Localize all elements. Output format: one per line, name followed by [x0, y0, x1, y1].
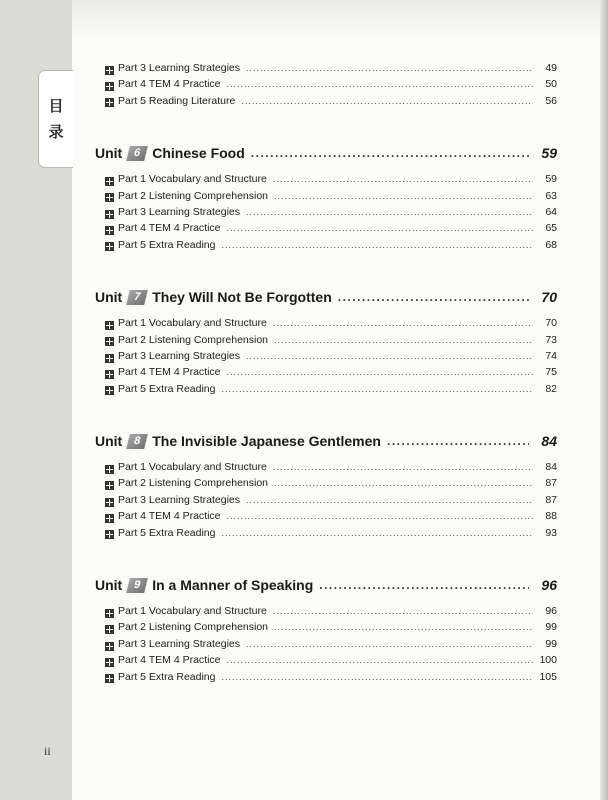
entry-page: 65 — [545, 222, 557, 235]
leader-dots — [221, 384, 533, 394]
entry-label: Part 2 Listening Comprehension — [118, 189, 269, 202]
leader-dots — [387, 434, 529, 448]
unit-word: Unit — [95, 289, 123, 306]
leader-dots — [227, 79, 533, 89]
entry-label: Part 3 Learning Strategies — [118, 349, 240, 362]
leader-dots — [221, 240, 533, 250]
unit-page: 59 — [541, 145, 557, 162]
unit-word: Unit — [95, 433, 123, 450]
toc-entry[interactable] — [95, 78, 557, 94]
toc-entry[interactable] — [95, 461, 557, 477]
bullet-square-icon — [105, 386, 114, 395]
entry-page: 68 — [545, 238, 557, 251]
toc-entry[interactable] — [95, 383, 557, 399]
unit-heading[interactable] — [95, 141, 557, 165]
entry-page: 88 — [545, 510, 557, 523]
leader-dots — [273, 606, 533, 616]
leader-dots — [221, 672, 533, 682]
bullet-square-icon — [105, 658, 114, 667]
bullet-square-icon — [105, 177, 114, 186]
entry-label: Part 2 Listening Comprehension — [118, 333, 269, 346]
bullet-square-icon — [105, 66, 114, 75]
unit-section — [95, 573, 557, 687]
unit-section — [95, 141, 557, 255]
entry-label: Part 4 TEM 4 Practice — [118, 222, 221, 235]
bullet-square-icon — [105, 337, 114, 346]
leader-dots — [227, 367, 533, 377]
unit-title: In a Manner of Speaking — [152, 577, 314, 594]
entry-label: Part 4 TEM 4 Practice — [118, 654, 221, 667]
unit-number-badge: 9 — [126, 578, 148, 593]
bullet-square-icon — [105, 514, 114, 523]
bullet-square-icon — [105, 242, 114, 251]
toc-entry[interactable] — [95, 366, 557, 382]
toc-entry[interactable] — [95, 95, 557, 111]
leader-dots — [241, 96, 533, 106]
unit-heading[interactable] — [95, 285, 557, 309]
entry-page: 105 — [539, 670, 557, 683]
toc-entry[interactable] — [95, 239, 557, 255]
bullet-square-icon — [105, 674, 114, 683]
bullet-square-icon — [105, 82, 114, 91]
leader-dots — [274, 622, 533, 632]
bullet-square-icon — [105, 498, 114, 507]
unit-title: They Will Not Be Forgotten — [152, 289, 332, 306]
entry-label: Part 4 TEM 4 Practice — [118, 510, 221, 523]
table-of-contents — [95, 62, 557, 687]
entry-page: 84 — [545, 461, 557, 474]
entry-page: 49 — [545, 62, 557, 74]
bullet-square-icon — [105, 370, 114, 379]
toc-entry[interactable] — [95, 477, 557, 493]
entry-label: Part 4 TEM 4 Practice — [118, 78, 221, 91]
entry-page: 64 — [545, 205, 557, 218]
unit-number-badge: 7 — [126, 290, 148, 305]
unit-word: Unit — [95, 577, 123, 594]
unit-heading[interactable] — [95, 429, 557, 453]
entry-page: 56 — [545, 94, 557, 107]
entry-label: Part 3 Learning Strategies — [118, 637, 240, 650]
unit-title: The Invisible Japanese Gentlemen — [152, 433, 381, 450]
tab-char-2: 录 — [48, 123, 64, 141]
entry-page: 99 — [545, 621, 557, 634]
top-shadow — [72, 0, 600, 40]
entry-label: Part 1 Vocabulary and Structure — [118, 173, 267, 186]
toc-entry[interactable] — [95, 334, 557, 350]
unit-word: Unit — [95, 145, 123, 162]
unit-heading[interactable] — [95, 573, 557, 597]
entry-label: Part 2 Listening Comprehension — [118, 621, 269, 634]
toc-entry[interactable] — [95, 190, 557, 206]
tab-char-1: 目 — [48, 97, 64, 115]
entry-label: Part 1 Vocabulary and Structure — [118, 461, 267, 474]
bullet-square-icon — [105, 210, 114, 219]
top-parts-list — [95, 62, 557, 111]
unit-page: 70 — [541, 289, 557, 306]
leader-dots — [221, 528, 533, 538]
leader-dots — [273, 462, 533, 472]
entry-page: 50 — [545, 78, 557, 91]
toc-entry[interactable] — [95, 671, 557, 687]
leader-dots — [251, 146, 529, 160]
toc-entry[interactable] — [95, 654, 557, 670]
leader-dots — [274, 478, 533, 488]
bullet-square-icon — [105, 98, 114, 107]
bullet-square-icon — [105, 530, 114, 539]
page-number: ii — [44, 744, 51, 758]
unit-number-badge: 8 — [126, 434, 148, 449]
entry-page: 87 — [545, 477, 557, 490]
toc-entry[interactable] — [95, 605, 557, 621]
toc-entry[interactable] — [95, 317, 557, 333]
entry-page: 74 — [545, 349, 557, 362]
entry-label: Part 2 Listening Comprehension — [118, 477, 269, 490]
entry-page: 99 — [545, 637, 557, 650]
leader-dots — [273, 318, 533, 328]
unit-page: 84 — [541, 433, 557, 450]
entry-page: 63 — [545, 189, 557, 202]
leader-dots — [246, 207, 533, 217]
bullet-square-icon — [105, 193, 114, 202]
page-edge-shadow — [600, 0, 608, 800]
bullet-square-icon — [105, 481, 114, 490]
toc-entry[interactable] — [95, 173, 557, 189]
table-of-contents-tab — [38, 70, 73, 168]
toc-entry[interactable] — [95, 494, 557, 510]
toc-entry[interactable] — [95, 350, 557, 366]
entry-label: Part 1 Vocabulary and Structure — [118, 317, 267, 330]
leader-dots — [246, 351, 533, 361]
entry-label: Part 5 Extra Reading — [118, 382, 216, 395]
bullet-square-icon — [105, 354, 114, 363]
entry-page: 100 — [539, 654, 557, 667]
bullet-square-icon — [105, 465, 114, 474]
leader-dots — [246, 495, 533, 505]
entry-label: Part 3 Learning Strategies — [118, 205, 240, 218]
entry-page: 87 — [545, 493, 557, 506]
entry-page: 59 — [545, 173, 557, 186]
toc-entry[interactable] — [95, 527, 557, 543]
bullet-square-icon — [105, 321, 114, 330]
unit-title: Chinese Food — [152, 145, 245, 162]
entry-label: Part 3 Learning Strategies — [118, 62, 240, 74]
entry-label: Part 5 Extra Reading — [118, 238, 216, 251]
toc-entry[interactable] — [95, 206, 557, 222]
toc-entry[interactable] — [95, 222, 557, 238]
leader-dots — [338, 290, 529, 304]
entry-label: Part 1 Vocabulary and Structure — [118, 605, 267, 618]
entry-page: 93 — [545, 526, 557, 539]
toc-entry[interactable] — [95, 621, 557, 637]
leader-dots — [227, 655, 533, 665]
leader-dots — [246, 639, 533, 649]
leader-dots — [274, 191, 533, 201]
leader-dots — [273, 174, 533, 184]
entry-page: 70 — [545, 317, 557, 330]
leader-dots — [319, 578, 529, 592]
leader-dots — [227, 223, 533, 233]
entry-label: Part 5 Extra Reading — [118, 526, 216, 539]
entry-label: Part 4 TEM 4 Practice — [118, 366, 221, 379]
entry-page: 75 — [545, 366, 557, 379]
entry-label: Part 5 Extra Reading — [118, 670, 216, 683]
toc-entry[interactable] — [95, 510, 557, 526]
unit-section — [95, 429, 557, 543]
bullet-square-icon — [105, 642, 114, 651]
entry-page: 73 — [545, 333, 557, 346]
toc-entry[interactable] — [95, 638, 557, 654]
bullet-square-icon — [105, 226, 114, 235]
unit-page: 96 — [541, 577, 557, 594]
leader-dots — [246, 63, 533, 73]
bullet-square-icon — [105, 625, 114, 634]
unit-section — [95, 285, 557, 399]
toc-entry[interactable] — [95, 62, 557, 78]
entry-page: 96 — [545, 605, 557, 618]
entry-label: Part 5 Reading Literature — [118, 94, 236, 107]
leader-dots — [274, 335, 533, 345]
bullet-square-icon — [105, 609, 114, 618]
unit-number-badge: 6 — [126, 146, 148, 161]
entry-page: 82 — [545, 382, 557, 395]
leader-dots — [227, 511, 533, 521]
entry-label: Part 3 Learning Strategies — [118, 493, 240, 506]
